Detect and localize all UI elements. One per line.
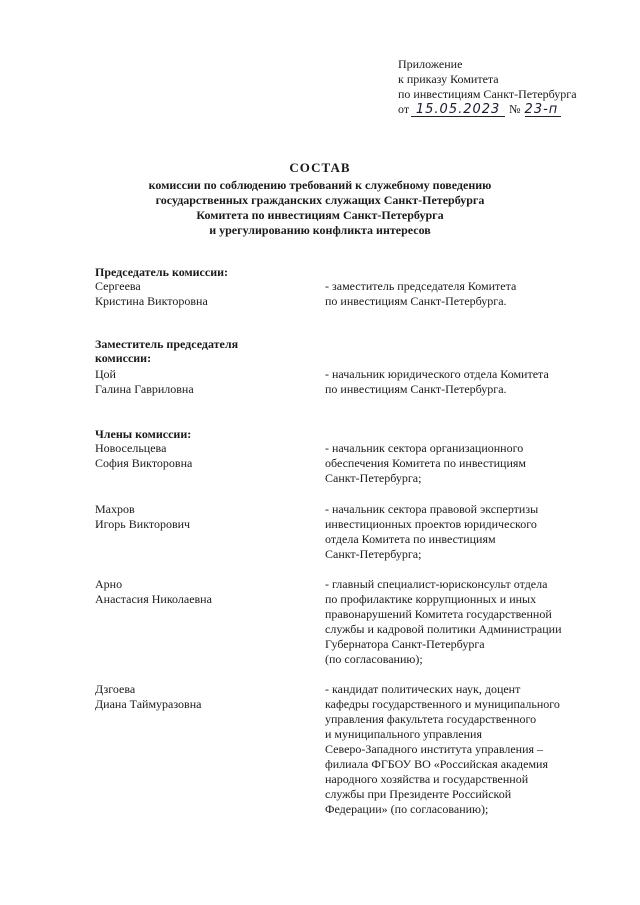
role-line: Федерации» (по согласованию); bbox=[325, 802, 489, 816]
person-surname: Новосельцева bbox=[95, 441, 167, 455]
role-line: (по согласованию); bbox=[325, 652, 423, 666]
role-line: - начальник сектора организационного bbox=[325, 441, 524, 455]
appendix-date-line bbox=[398, 102, 577, 117]
chair-heading-text: Председатель комиссии: bbox=[95, 265, 229, 279]
title-main: СОСТАВ bbox=[289, 160, 351, 175]
role-line: народного хозяйства и государственной bbox=[325, 772, 529, 786]
title-line: и урегулированию конфликта интересов bbox=[209, 223, 431, 237]
title-line: государственных гражданских служащих Санкт-Петербурга bbox=[155, 193, 485, 207]
member-name bbox=[95, 577, 212, 607]
role-line: и муниципального управления bbox=[325, 727, 482, 741]
handwritten-date: 15.05.2023 bbox=[411, 103, 505, 117]
number-prefix: № bbox=[509, 102, 521, 116]
member-role bbox=[325, 441, 595, 486]
member-name bbox=[95, 682, 201, 712]
member-role bbox=[325, 502, 595, 562]
person-surname: Дзгоева bbox=[95, 682, 136, 696]
chair-name bbox=[95, 279, 208, 309]
chair-role bbox=[325, 279, 595, 309]
person-surname: Арно bbox=[95, 577, 123, 591]
title-line: комиссии по соблюдению требований к служебному поведению bbox=[148, 178, 492, 192]
role-line: - начальник юридического отдела Комитета bbox=[325, 367, 549, 381]
person-given-name: Галина Гавриловна bbox=[95, 382, 194, 396]
role-line: обеспечения Комитета по инвестициям bbox=[325, 456, 526, 470]
role-line: службы и кадровой политики Администрации bbox=[325, 622, 562, 636]
document-title bbox=[0, 160, 640, 238]
role-line: кафедры государственного и муниципального bbox=[325, 697, 560, 711]
role-line: Санкт-Петербурга; bbox=[325, 547, 422, 561]
person-surname: Махров bbox=[95, 502, 135, 516]
appendix-line: по инвестициям Санкт-Петербурга bbox=[398, 87, 577, 101]
person-given-name: Игорь Викторович bbox=[95, 517, 191, 531]
role-line: Северо-Западного института управления – bbox=[325, 742, 544, 756]
role-line: службы при Президенте Российской bbox=[325, 787, 512, 801]
deputy-name bbox=[95, 367, 194, 397]
title-line: Комитета по инвестициям Санкт-Петербурга bbox=[196, 208, 444, 222]
role-line: Губернатора Санкт-Петербурга bbox=[325, 637, 485, 651]
person-given-name: София Викторовна bbox=[95, 456, 193, 470]
member-role bbox=[325, 682, 595, 817]
appendix-line: к приказу Комитета bbox=[398, 72, 499, 86]
role-line: по профилактике коррупционных и иных bbox=[325, 592, 537, 606]
deputy-role bbox=[325, 367, 595, 397]
role-line: - главный специалист-юрисконсульт отдела bbox=[325, 577, 548, 591]
members-heading-text: Члены комиссии: bbox=[95, 427, 192, 441]
role-line: по инвестициям Санкт-Петербурга. bbox=[325, 294, 507, 308]
person-surname: Цой bbox=[95, 367, 116, 381]
deputy-heading bbox=[95, 337, 238, 365]
role-line: отдела Комитета по инвестициям bbox=[325, 532, 496, 546]
member-name bbox=[95, 502, 190, 532]
members-heading bbox=[95, 427, 191, 441]
person-given-name: Кристина Викторовна bbox=[95, 294, 208, 308]
date-prefix: от bbox=[398, 102, 410, 116]
handwritten-number: 23-п bbox=[525, 103, 561, 117]
role-line: - начальник сектора правовой экспертизы bbox=[325, 502, 539, 516]
role-line: правонарушений Комитета государственной bbox=[325, 607, 552, 621]
appendix-line: Приложение bbox=[398, 57, 463, 71]
member-role bbox=[325, 577, 595, 667]
role-line: филиала ФГБОУ ВО «Российская академия bbox=[325, 757, 548, 771]
deputy-heading-line: Заместитель председателя bbox=[95, 337, 239, 351]
person-surname: Сергеева bbox=[95, 279, 141, 293]
role-line: - кандидат политических наук, доцент bbox=[325, 682, 521, 696]
role-line: - заместитель председателя Комитета bbox=[325, 279, 517, 293]
person-given-name: Анастасия Николаевна bbox=[95, 592, 212, 606]
role-line: по инвестициям Санкт-Петербурга. bbox=[325, 382, 507, 396]
person-given-name: Диана Таймуразовна bbox=[95, 697, 202, 711]
appendix-block bbox=[398, 57, 577, 117]
deputy-heading-line: комиссии: bbox=[95, 351, 152, 365]
chair-heading bbox=[95, 265, 228, 279]
role-line: управления факультета государственного bbox=[325, 712, 537, 726]
role-line: Санкт-Петербурга; bbox=[325, 471, 422, 485]
role-line: инвестиционных проектов юридического bbox=[325, 517, 537, 531]
member-name bbox=[95, 441, 192, 471]
